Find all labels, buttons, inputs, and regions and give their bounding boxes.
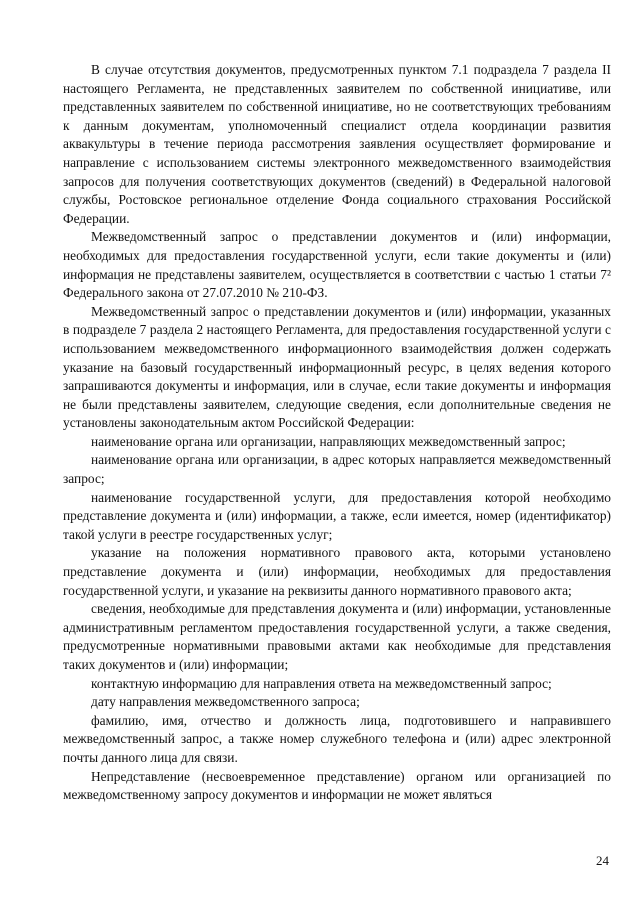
list-item-legal-act: указание на положения нормативного правового акта, которыми установлено представление документа и (или) информации, необходимых для предоставления государственной услуги, и указание на реквизиты данного нормативного правового акта; xyxy=(63,545,611,598)
paragraph-3: Межведомственный запрос о представлении документов и (или) информации, указанных в подразделе 7 раздела 2 настоящего Регламента, для предоставления государственной услуги с использованием межведомственного информационного взаимодействия должен содержать указание на базовый государственный информационный ресурс, в целях ведения которого запрашиваются документы и информация, или в случае, если такие документы и информация не были представлены заявителем, следующие сведения, если дополнительные сведения не установлены законодательным актом Российской Федерации: xyxy=(63,303,611,431)
page-number: 24 xyxy=(596,853,609,868)
list-item-recipient-body: наименование органа или организации, в адрес которых направляется межведомственный запрос; xyxy=(63,452,611,487)
list-item-service-name: наименование государственной услуги, для предоставления которой необходимо представление документа и (или) информации, а также, если имеется, номер (идентификатор) такой услуги в реестре государственных услуг; xyxy=(63,489,611,542)
list-item-contact-info: контактную информацию для направления ответа на межведомственный запрос; xyxy=(91,675,552,691)
list-item-responsible-person: фамилию, имя, отчество и должность лица, подготовившего и направившего межведомственный запрос, а также номер служебного телефона и (или) адрес электронной почты данного лица для связи. xyxy=(63,712,611,765)
list-item-request-date: дату направления межведомственного запроса; xyxy=(91,694,360,710)
list-item-requesting-body: наименование органа или организации, направляющих межведомственный запрос; xyxy=(91,433,566,449)
list-item-required-info: сведения, необходимые для представления документа и (или) информации, установленные административным регламентом предоставления государственной услуги, а также сведения, предусмотренные нормативными правовыми актами как необходимые для представления таких документов и (или) информации; xyxy=(63,601,611,672)
paragraph-final: Непредставление (несвоевременное представление) органом или организацией по межведомственному запросу документов и информации не может являться xyxy=(63,768,611,803)
paragraph-2: Межведомственный запрос о представлении документов и (или) информации, необходимых для предоставления государственной услуги, если такие документы и (или) информация не представлены заявителем, осуществляется в соответствии с частью 1 статьи 7² Федерального закона от 27.07.2010 № 210-ФЗ. xyxy=(63,229,611,301)
paragraph-1: В случае отсутствия документов, предусмотренных пунктом 7.1 подраздела 7 раздела II настоящего Регламента, не представленных заявителем по собственной инициативе, или представленных заявителем по собственной инициативе, но не соответствующих требованиям к данным документам, уполномоченный специалист отдела координации развития аквакультуры в течение периода рассмотрения заявления осуществляет формирование и направление с использованием системы электронного межведомственного взаимодействия запросов для получения соответствующих документов (сведений) в Федеральной налоговой службы, Ростовское региональное отделение Фонда социального страхования Российской Федерации. xyxy=(63,62,611,226)
